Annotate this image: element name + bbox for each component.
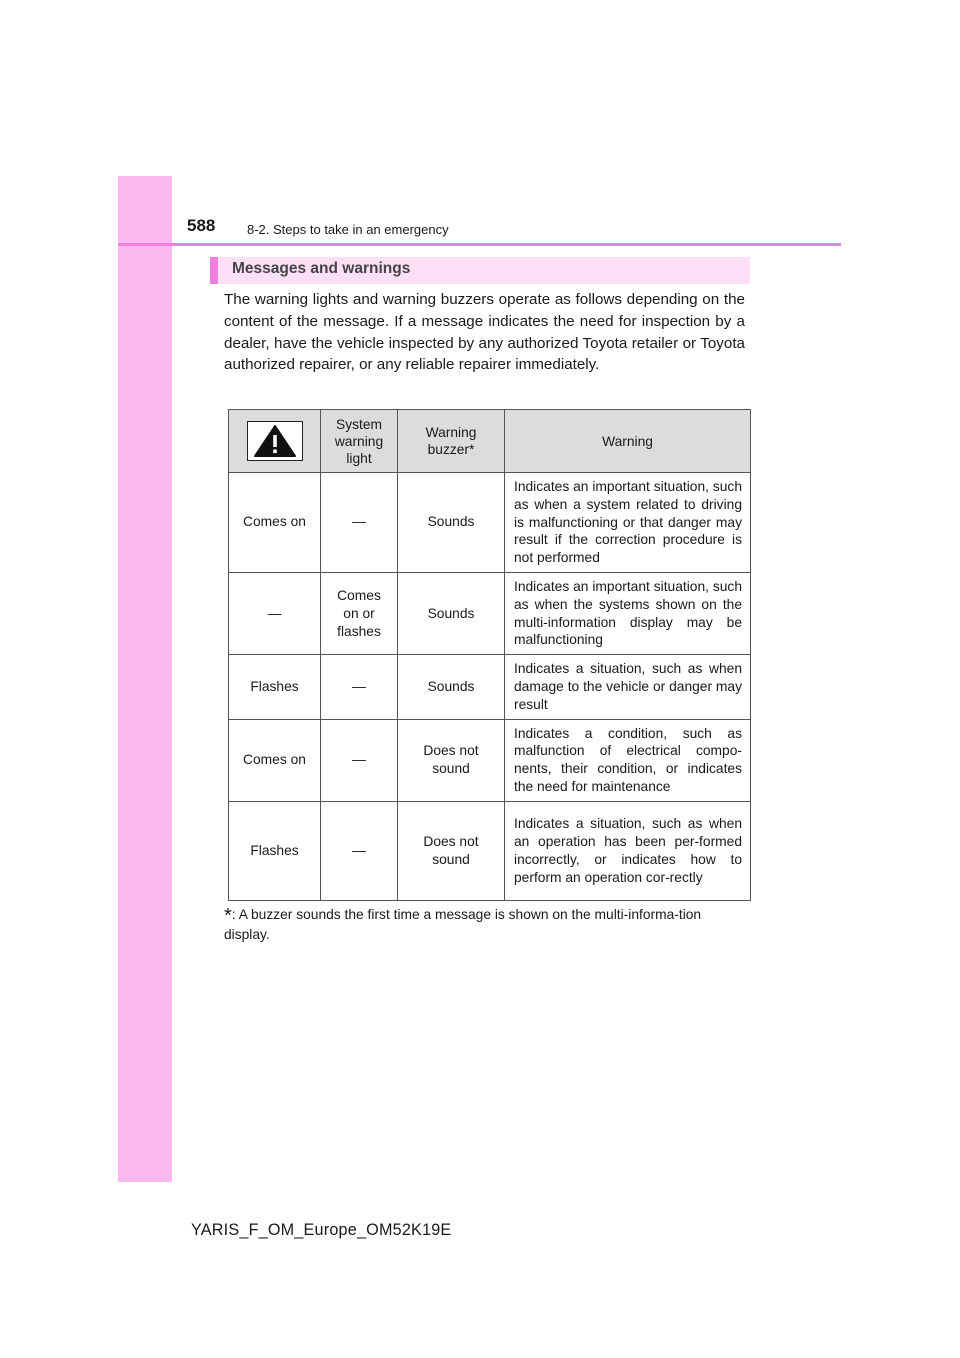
- section-title: 8-2. Steps to take in an emergency: [247, 222, 449, 237]
- document-code: YARIS_F_OM_Europe_OM52K19E: [191, 1221, 452, 1239]
- cell-system-light: Comes on or flashes: [321, 572, 398, 654]
- header-warning-buzzer: Warning buzzer*: [398, 410, 505, 473]
- cell-icon-light: Comes on: [229, 473, 321, 573]
- cell-system-light: —: [321, 655, 398, 719]
- intro-paragraph: The warning lights and warning buzzers operate as follows depending on the content of the message. If a message indicates the need for inspection by a dealer, have the vehicle inspected by any authorized Toyota retailer or Toyota authorized repairer, or any reliable repairer immediately.: [224, 291, 745, 374]
- cell-warning: Indicates a situation, such as when an operation has been per-formed incorrectly, or indicates how to perform an operation cor-rectly: [505, 801, 751, 900]
- section-heading-bar: [210, 257, 750, 284]
- cell-warning: Indicates an important situation, such as when the systems shown on the multi-information display may be malfunctioning: [505, 572, 751, 654]
- cell-buzzer: Sounds: [398, 572, 505, 654]
- section-heading: Messages and warnings: [232, 260, 411, 277]
- master-warning-icon-box: [247, 421, 303, 461]
- cell-system-light: —: [321, 719, 398, 801]
- header-rule: [118, 243, 841, 246]
- warning-table: [228, 409, 751, 901]
- cell-buzzer: Sounds: [398, 655, 505, 719]
- table-row: [229, 801, 751, 900]
- cell-buzzer: Does not sound: [398, 719, 505, 801]
- page-number: 588: [187, 216, 216, 235]
- cell-icon-light: Flashes: [229, 801, 321, 900]
- table-row: [229, 655, 751, 719]
- footnote: [224, 904, 745, 944]
- cell-icon-light: —: [229, 572, 321, 654]
- table-row: [229, 572, 751, 654]
- cell-buzzer: Does not sound: [398, 801, 505, 900]
- header-system-warning-light: System warning light: [321, 410, 398, 473]
- footnote-marker: *: [224, 905, 232, 927]
- cell-buzzer: Sounds: [398, 473, 505, 573]
- header-master-warning: [229, 410, 321, 473]
- cell-system-light: —: [321, 801, 398, 900]
- warning-triangle-icon: [253, 424, 297, 458]
- side-tab-band: [118, 176, 172, 1182]
- table-row: [229, 719, 751, 801]
- cell-icon-light: Comes on: [229, 719, 321, 801]
- cell-warning: Indicates a situation, such as when damage to the vehicle or danger may result: [505, 655, 751, 719]
- header-warning: Warning: [505, 410, 751, 473]
- table-header-row: [229, 410, 751, 473]
- cell-icon-light: Flashes: [229, 655, 321, 719]
- cell-system-light: —: [321, 473, 398, 573]
- table-row: [229, 473, 751, 573]
- cell-warning: Indicates an important situation, such as when a system related to driving is malfunctioning or that danger may result if the correction procedure is not performed: [505, 473, 751, 573]
- footnote-text: : A buzzer sounds the first time a message is shown on the multi-informa-tion display.: [224, 907, 702, 942]
- cell-warning: Indicates a condition, such as malfunction of electrical compo-nents, their condition, or indicates the need for maintenance: [505, 719, 751, 801]
